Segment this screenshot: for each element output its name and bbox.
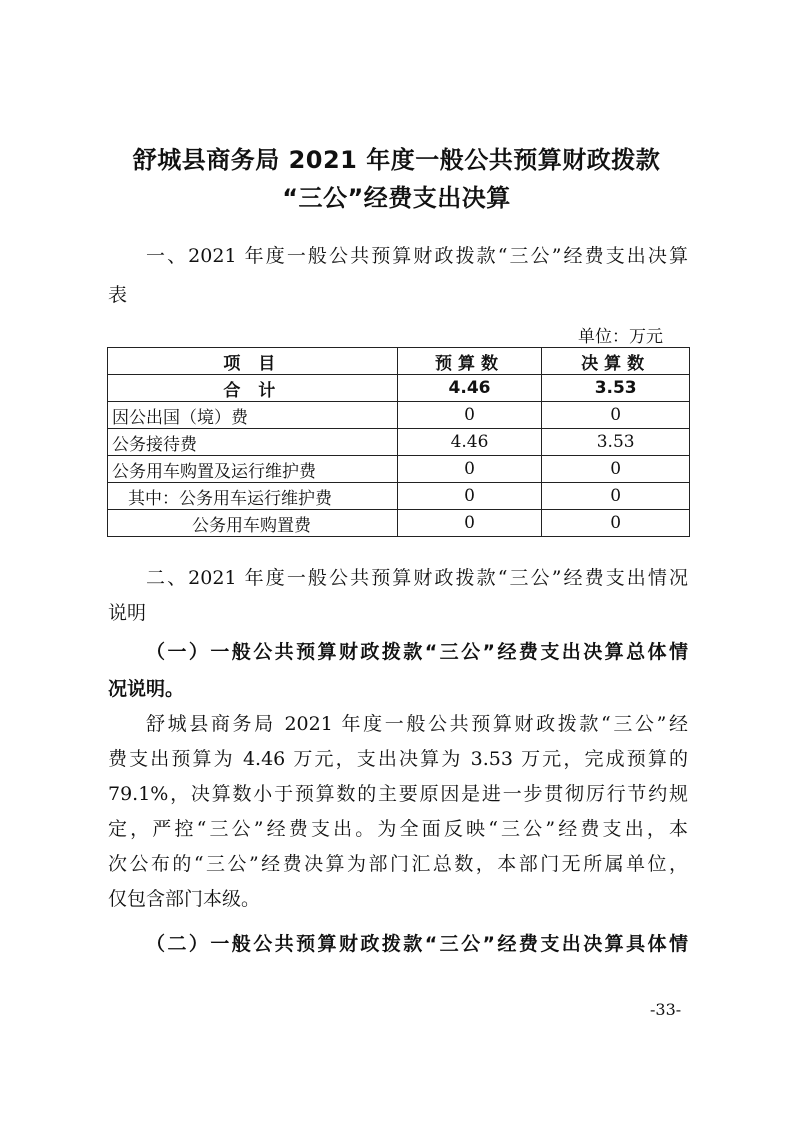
paragraph-line: 定，严控“三公”经费支出。为全面反映“三公”经费支出，本 [108, 818, 688, 840]
section1-heading-cont: 表 [108, 284, 128, 306]
row-label: 公务用车购置费 [108, 510, 398, 537]
paragraph-line: 仅包含部门本级。 [108, 888, 261, 910]
row-actual: 3.53 [542, 429, 690, 456]
table-row [108, 456, 690, 483]
section1-heading: 一、2021 年度一般公共预算财政拨款“三公”经费支出决算 [146, 245, 688, 267]
table-row [108, 402, 690, 429]
subsection1-heading: （一）一般公共预算财政拨款“三公”经费支出决算总体情 [146, 641, 688, 663]
table-row-total [108, 375, 690, 402]
page-number: -33- [650, 1000, 682, 1019]
table-row [108, 429, 690, 456]
subsection1-heading-cont: 况说明。 [108, 678, 185, 700]
paragraph-line: 舒城县商务局 2021 年度一般公共预算财政拨款“三公”经 [146, 713, 688, 735]
row-label: 其中：公务用车运行维护费 [108, 483, 398, 510]
row-actual: 0 [542, 510, 690, 537]
subsection2-heading: （二）一般公共预算财政拨款“三公”经费支出决算具体情 [146, 933, 688, 955]
row-budget: 4.46 [397, 375, 542, 402]
row-budget: 4.46 [397, 429, 542, 456]
row-actual: 0 [542, 456, 690, 483]
table-row [108, 483, 690, 510]
table-header-row [108, 348, 690, 375]
row-actual: 3.53 [542, 375, 690, 402]
row-budget: 0 [397, 510, 542, 537]
row-budget: 0 [397, 402, 542, 429]
row-budget: 0 [397, 483, 542, 510]
section2-heading: 二、2021 年度一般公共预算财政拨款“三公”经费支出情况 [146, 567, 688, 589]
row-actual: 0 [542, 483, 690, 510]
doc-title-line2: “三公”经费支出决算 [282, 184, 511, 212]
paragraph-line: 费支出预算为 4.46 万元，支出决算为 3.53 万元，完成预算的 [108, 748, 688, 770]
three-public-expense-table [107, 347, 690, 537]
header-item: 项 目 [108, 348, 398, 375]
header-budget: 预算数 [397, 348, 542, 375]
row-label: 合 计 [108, 375, 398, 402]
row-actual: 0 [542, 402, 690, 429]
section2-heading-cont: 说明 [108, 602, 147, 624]
paragraph-line: 次公布的“三公”经费决算为部门汇总数，本部门无所属单位， [108, 853, 688, 875]
table-unit-label: 单位：万元 [578, 327, 663, 347]
table-row [108, 510, 690, 537]
row-label: 公务接待费 [108, 429, 398, 456]
row-label: 公务用车购置及运行维护费 [108, 456, 398, 483]
header-actual: 决算数 [542, 348, 690, 375]
paragraph-line: 79.1%，决算数小于预算数的主要原因是进一步贯彻厉行节约规 [108, 783, 688, 805]
doc-title-line1: 舒城县商务局 2021 年度一般公共预算财政拨款 [132, 146, 661, 174]
row-budget: 0 [397, 456, 542, 483]
row-label: 因公出国（境）费 [108, 402, 398, 429]
